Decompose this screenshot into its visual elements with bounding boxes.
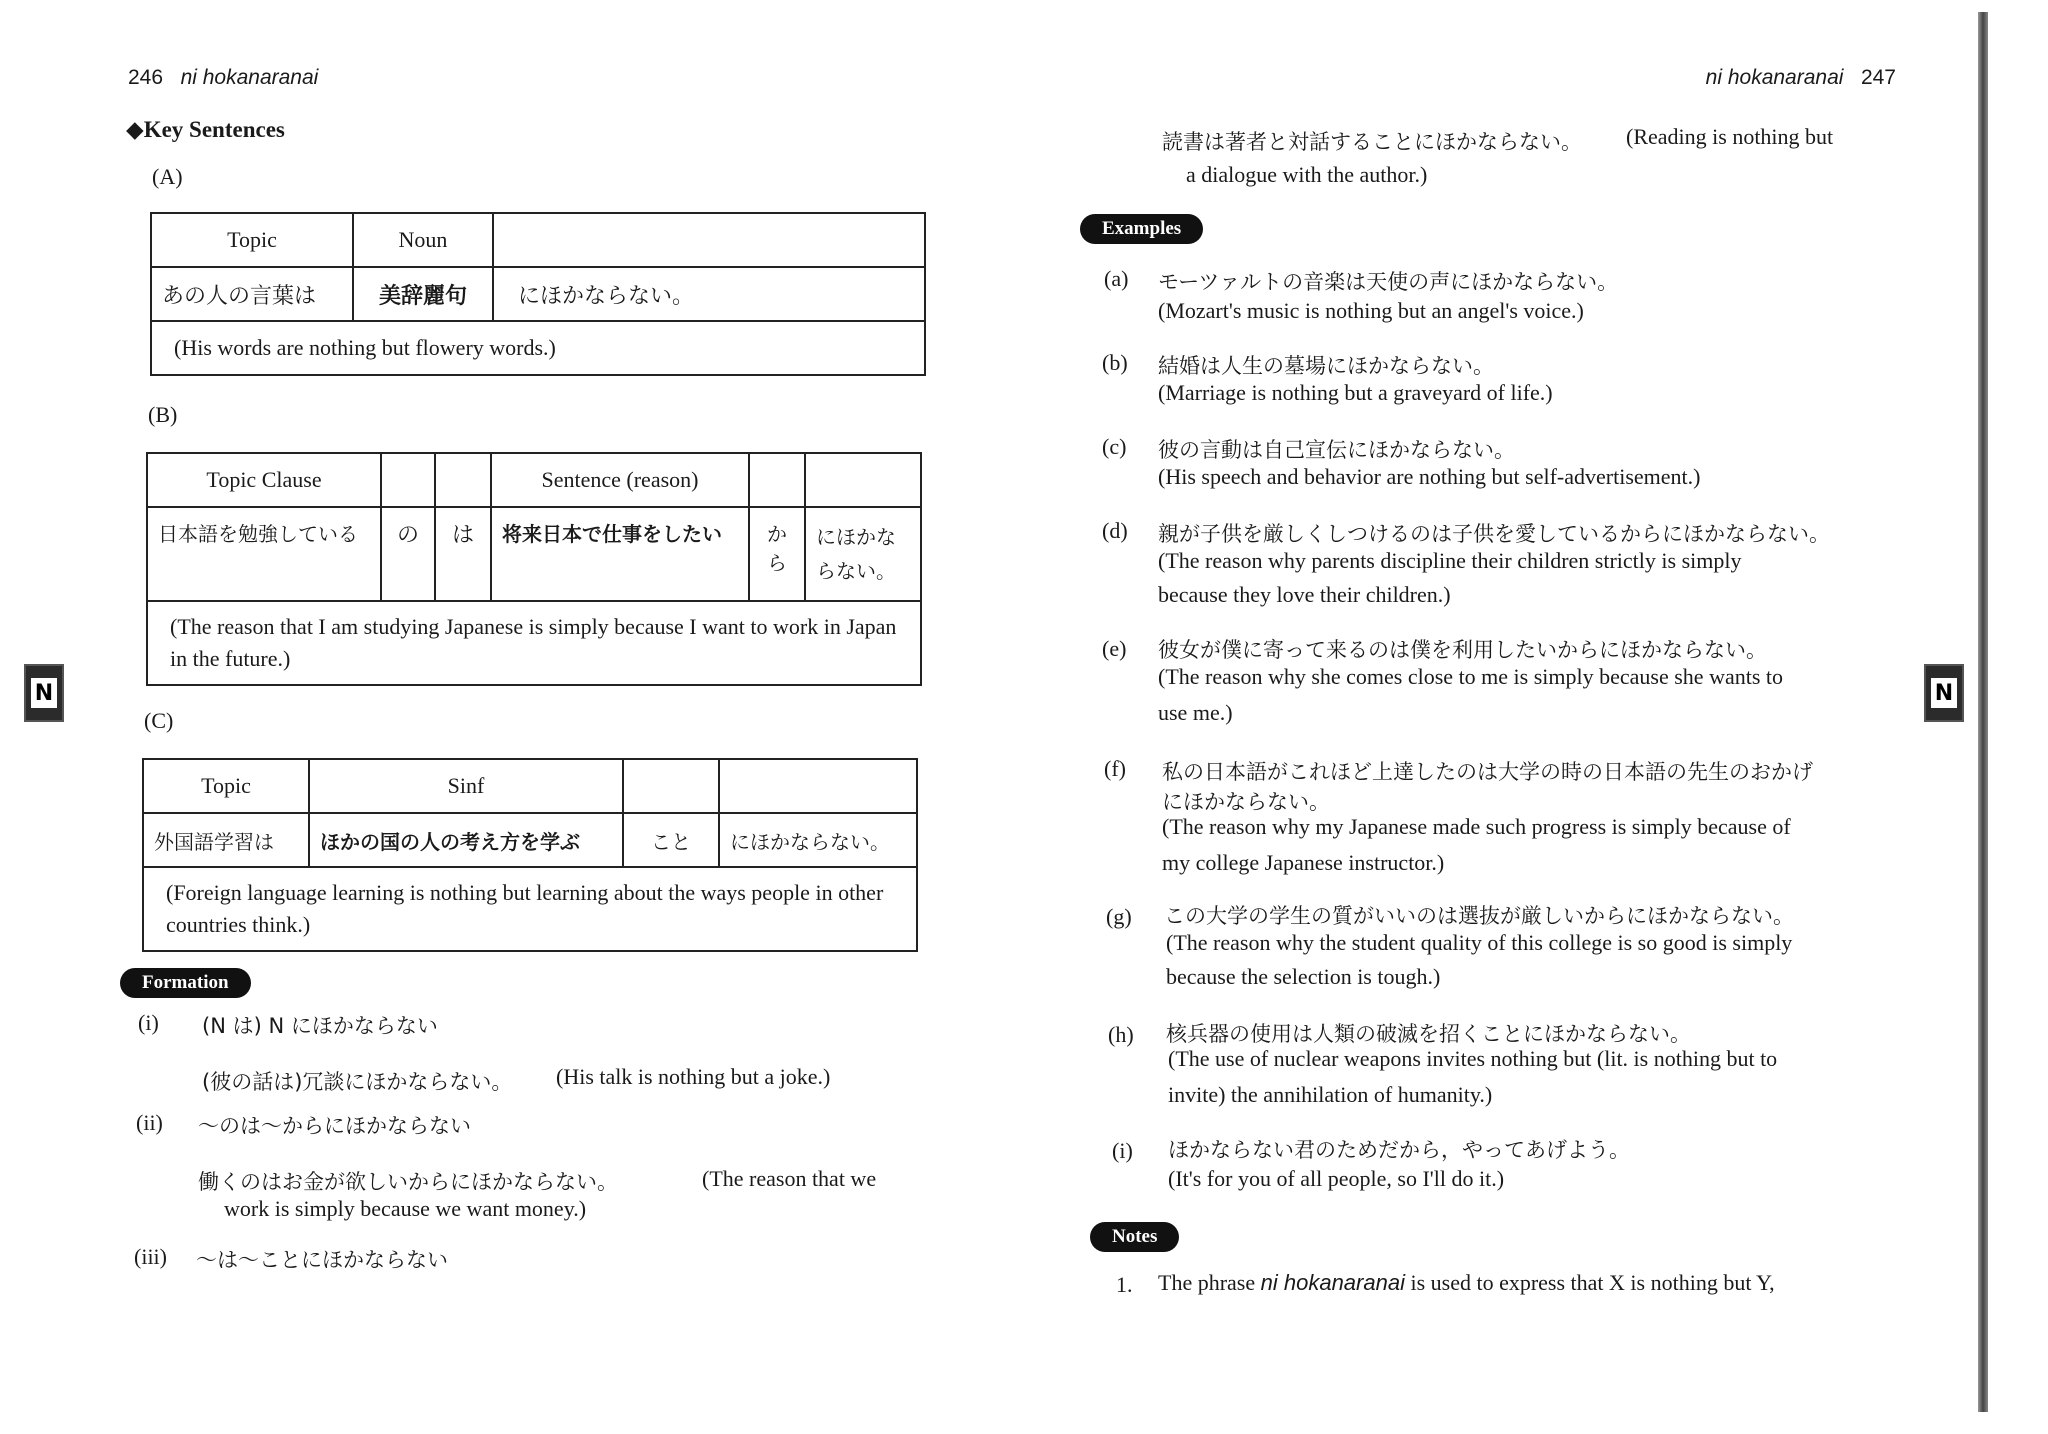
note-number: 1. — [1116, 1272, 1133, 1297]
formation-pattern: (N は) N にほかならない — [202, 1014, 438, 1038]
example-en: my college Japanese instructor.) — [1162, 850, 1445, 875]
example-en: because they love their children.) — [1158, 582, 1451, 607]
table-cell: あの人の言葉は — [151, 267, 353, 321]
table-header — [493, 213, 925, 267]
example-jp-cont: にほかならない。 — [1162, 790, 1330, 814]
example-en: (The reason why parents discipline their children strictly is simply — [1158, 548, 1742, 573]
note-text-post: is used to express that X is nothing but Y, — [1404, 1270, 1775, 1295]
section-b-label: (B) — [148, 402, 178, 427]
example-en: (Mozart's music is nothing but an angel's voice.) — [1158, 298, 1584, 323]
left-side-tab — [24, 664, 64, 722]
example-label: (b) — [1102, 350, 1128, 375]
example-en: invite) the annihilation of humanity.) — [1168, 1082, 1493, 1107]
example-jp: この大学の学生の質がいいのは選抜が厳しいからにほかならない。 — [1164, 904, 1794, 928]
example-en: (His speech and behavior are nothing but self-advertisement.) — [1158, 464, 1701, 489]
table-cell: にほかならない。 — [805, 507, 921, 601]
right-side-tab — [1924, 664, 1964, 722]
example-jp: 私の日本語がこれほど上達したのは大学の時の日本語の先生のおかげ — [1162, 760, 1813, 784]
side-tab-letter: N — [1931, 678, 1957, 708]
table-cell: 外国語学習は — [143, 813, 309, 867]
example-en: (Marriage is nothing but a graveyard of life.) — [1158, 380, 1553, 405]
example-label: (h) — [1108, 1022, 1134, 1047]
example-en: use me.) — [1158, 700, 1233, 725]
right-running-head — [1706, 66, 1896, 90]
table-cell: から — [749, 507, 805, 601]
page-edge-bar — [1978, 12, 1988, 1412]
example-jp: 核兵器の使用は人類の破滅を招くことにほかならない。 — [1166, 1022, 1691, 1046]
right-page — [1040, 0, 2048, 1434]
section-a-table — [150, 212, 926, 376]
table-header: Sinf — [309, 759, 623, 813]
section-c-label: (C) — [144, 708, 174, 733]
table-cell: 日本語を勉強している — [147, 507, 381, 601]
example-jp: 彼女が僕に寄って来るのは僕を利用したいからにほかならない。 — [1158, 638, 1767, 662]
section-c-table — [142, 758, 918, 952]
right-running-title: ni hokanaranai — [1705, 66, 1844, 89]
example-en: (It's for you of all people, so I'll do it.) — [1168, 1166, 1505, 1191]
continued-jp: 読書は著者と対話することにほかならない。 — [1162, 130, 1582, 154]
left-page — [0, 0, 1000, 1434]
example-en: because the selection is tough.) — [1166, 964, 1441, 989]
table-header — [805, 453, 921, 507]
note-text — [1158, 1270, 1775, 1296]
example-label: (f) — [1104, 756, 1126, 781]
example-jp: 結婚は人生の墓場にほかならない。 — [1158, 354, 1494, 378]
table-cell: は — [435, 507, 491, 601]
example-jp: モーツァルトの音楽は天使の声にほかならない。 — [1158, 270, 1619, 294]
example-label: (d) — [1102, 518, 1128, 543]
table-cell: 美辞麗句 — [353, 267, 493, 321]
formation-example-jp: 働くのはお金が欲しいからにほかならない。 — [198, 1170, 618, 1194]
examples-label: Examples — [1080, 214, 1203, 244]
left-running-title: ni hokanaranai — [180, 66, 319, 89]
section-b-table — [146, 452, 922, 686]
note-text-pre: The phrase — [1158, 1270, 1261, 1295]
formation-num: (ii) — [136, 1110, 163, 1135]
table-header: Noun — [353, 213, 493, 267]
example-en: (The reason why she comes close to me is simply because she wants to — [1158, 664, 1784, 689]
formation-label: Formation — [120, 968, 251, 998]
example-en: (The reason why the student quality of this college is so good is simply — [1166, 930, 1793, 955]
table-header — [381, 453, 435, 507]
table-header — [623, 759, 719, 813]
notes-label: Notes — [1090, 1222, 1179, 1252]
example-en: (The reason why my Japanese made such progress is simply because of — [1162, 814, 1791, 839]
formation-example-en-cont: work is simply because we want money.) — [224, 1196, 587, 1221]
example-label: (g) — [1106, 904, 1132, 929]
table-cell: の — [381, 507, 435, 601]
formation-num: (iii) — [134, 1244, 167, 1269]
side-tab-letter: N — [31, 678, 57, 708]
formation-num: (i) — [138, 1010, 159, 1035]
translation: (Foreign language learning is nothing but learning about the ways people in other countries think.) — [143, 867, 917, 951]
continued-en-cont: a dialogue with the author.) — [1186, 162, 1428, 187]
table-cell: 将来日本で仕事をしたい — [491, 507, 749, 601]
left-running-head — [128, 66, 318, 90]
note-text-italic: ni hokanaranai — [1260, 1270, 1405, 1295]
table-cell: ほかの国の人の考え方を学ぶ — [309, 813, 623, 867]
right-page-number: 247 — [1860, 66, 1896, 89]
formation-example-jp: (彼の話は)冗談にほかならない。 — [202, 1070, 513, 1094]
key-sentences-heading: ◆Key Sentences — [126, 117, 285, 142]
example-label: (a) — [1104, 266, 1129, 291]
example-en: (The use of nuclear weapons invites nothing but (lit. is nothing but to — [1168, 1046, 1778, 1071]
table-cell: にほかならない。 — [493, 267, 925, 321]
table-header — [749, 453, 805, 507]
table-header — [435, 453, 491, 507]
formation-pattern: ～は～ことにほかならない — [196, 1248, 448, 1272]
table-header: Topic — [151, 213, 353, 267]
table-cell: にほかならない。 — [719, 813, 917, 867]
section-a-label: (A) — [152, 164, 183, 189]
table-header: Sentence (reason) — [491, 453, 749, 507]
translation: (The reason that I am studying Japanese is simply because I want to work in Japan in the future.) — [147, 601, 921, 685]
translation: (His words are nothing but flowery words.) — [151, 321, 925, 375]
table-cell: こと — [623, 813, 719, 867]
example-jp: ほかならない君のためだから，やってあげよう。 — [1168, 1138, 1630, 1162]
example-label: (i) — [1112, 1138, 1133, 1163]
example-label: (c) — [1102, 434, 1127, 459]
table-header — [719, 759, 917, 813]
left-page-number: 246 — [128, 66, 164, 89]
formation-example-en: (The reason that we — [702, 1166, 877, 1191]
formation-pattern: ～のは～からにほかならない — [198, 1114, 471, 1138]
example-label: (e) — [1102, 636, 1127, 661]
example-jp: 彼の言動は自己宣伝にほかならない。 — [1158, 438, 1515, 462]
continued-en: (Reading is nothing but — [1626, 124, 1834, 149]
table-header: Topic — [143, 759, 309, 813]
example-jp: 親が子供を厳しくしつけるのは子供を愛しているからにほかならない。 — [1158, 522, 1830, 546]
formation-example-en: (His talk is nothing but a joke.) — [556, 1064, 831, 1089]
table-header: Topic Clause — [147, 453, 381, 507]
